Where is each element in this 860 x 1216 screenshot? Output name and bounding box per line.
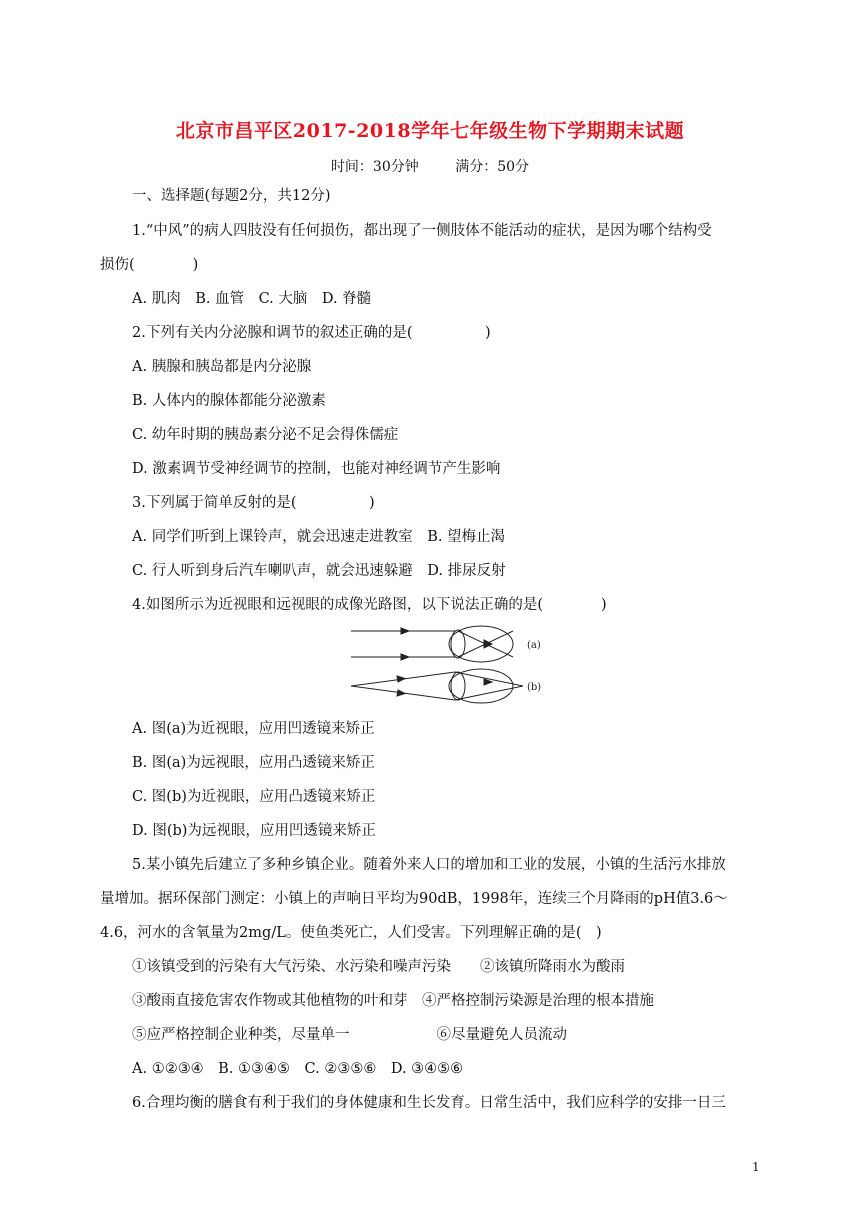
q4-option-c: C. 图(b)为近视眼，应用凸透镜来矫正 [132,789,376,805]
q4-option-a: A. 图(a)为近视眼，应用凹透镜来矫正 [132,721,375,737]
q1-stem-line2: 损伤( ) [100,257,199,273]
q2-option-c: C. 幼年时期的胰岛素分泌不足会得侏儒症 [132,427,399,443]
exam-score: 满分：50分 [455,159,530,175]
fig-label-a: (a) [527,640,541,651]
q5-statements-34: ③酸雨直接危害农作物或其他植物的叶和芽 ④严格控制污染源是治理的根本措施 [132,993,654,1009]
q5-statements-56: ⑤应严格控制企业种类，尽量单一 ⑥尽量避免人员流动 [132,1027,567,1043]
q1-options: A. 肌肉 B. 血管 C. 大脑 D. 脊髓 [132,291,372,307]
q4-option-b: B. 图(a)为远视眼，应用凸透镜来矫正 [132,755,375,771]
q3-options-cd: C. 行人听到身后汽车喇叭声，就会迅速躲避 D. 排尿反射 [132,563,506,579]
q5-statements-12: ①该镇受到的污染有大气污染、水污染和噪声污染 ②该镇所降雨水为酸雨 [132,959,625,975]
eye-a-lens [451,630,465,658]
fig-label-b: (b) [527,682,542,693]
q5-stem-line2: 量增加。据环保部门测定：小镇上的声响日平均为90dB，1998年，连续三个月降雨的pH值3.6～ [100,891,728,907]
q2-option-b: B. 人体内的腺体都能分泌激素 [132,393,326,409]
q1-stem-line1: 1.“中风”的病人四肢没有任何损伤，都出现了一侧肢体不能活动的症状，是因为哪个结构受 [132,223,712,239]
exam-meta [0,156,860,176]
q2-stem: 2.下列有关内分泌腺和调节的叙述正确的是( ) [132,325,491,341]
eye-optics-figure [343,622,553,704]
q4-stem: 4.如图所示为近视眼和远视眼的成像光路图，以下说法正确的是( ) [132,597,607,613]
page-title: 北京市昌平区2017-2018学年七年级生物下学期期末试题 [175,120,685,142]
arrow-a-bottom-icon [401,654,409,660]
arrow-b-bottom-icon [397,690,405,696]
q6-stem-line1: 6.合理均衡的膳食有利于我们的身体健康和生长发育。日常生活中，我们应科学的安排一日三 [132,1095,726,1111]
q5-options: A. ①②③④ B. ①③④⑤ C. ②③⑤⑥ D. ③④⑤⑥ [132,1061,464,1077]
q3-stem: 3.下列属于简单反射的是( ) [132,495,375,511]
arrow-b-inner-icon [484,679,492,685]
q5-stem-line3: 4.6，河水的含氧量为2mg/L。使鱼类死亡，人们受害。下列理解正确的是( ) [100,925,602,941]
page-number: 1 [752,1160,760,1174]
eye-b-outline [449,669,513,703]
q2-option-a: A. 胰腺和胰岛都是内分泌腺 [132,359,312,375]
eye-b-lens [451,672,465,700]
arrow-a-top-icon [401,628,409,634]
q2-option-d: D. 激素调节受神经调节的控制，也能对神经调节产生影响 [132,461,501,477]
q4-option-d: D. 图(b)为远视眼，应用凹透镜来矫正 [132,823,376,839]
arrow-b-top-icon [397,676,405,682]
q3-options-ab: A. 同学们听到上课铃声，就会迅速走进教室 B. 望梅止渴 [132,529,506,545]
section-heading: 一、选择题(每题2分，共12分) [132,188,331,204]
q5-stem-line1: 5.某小镇先后建立了多种乡镇企业。随着外来人口的增加和工业的发展，小镇的生活污水排放 [132,857,726,873]
exam-time: 时间：30分钟 [330,159,419,175]
